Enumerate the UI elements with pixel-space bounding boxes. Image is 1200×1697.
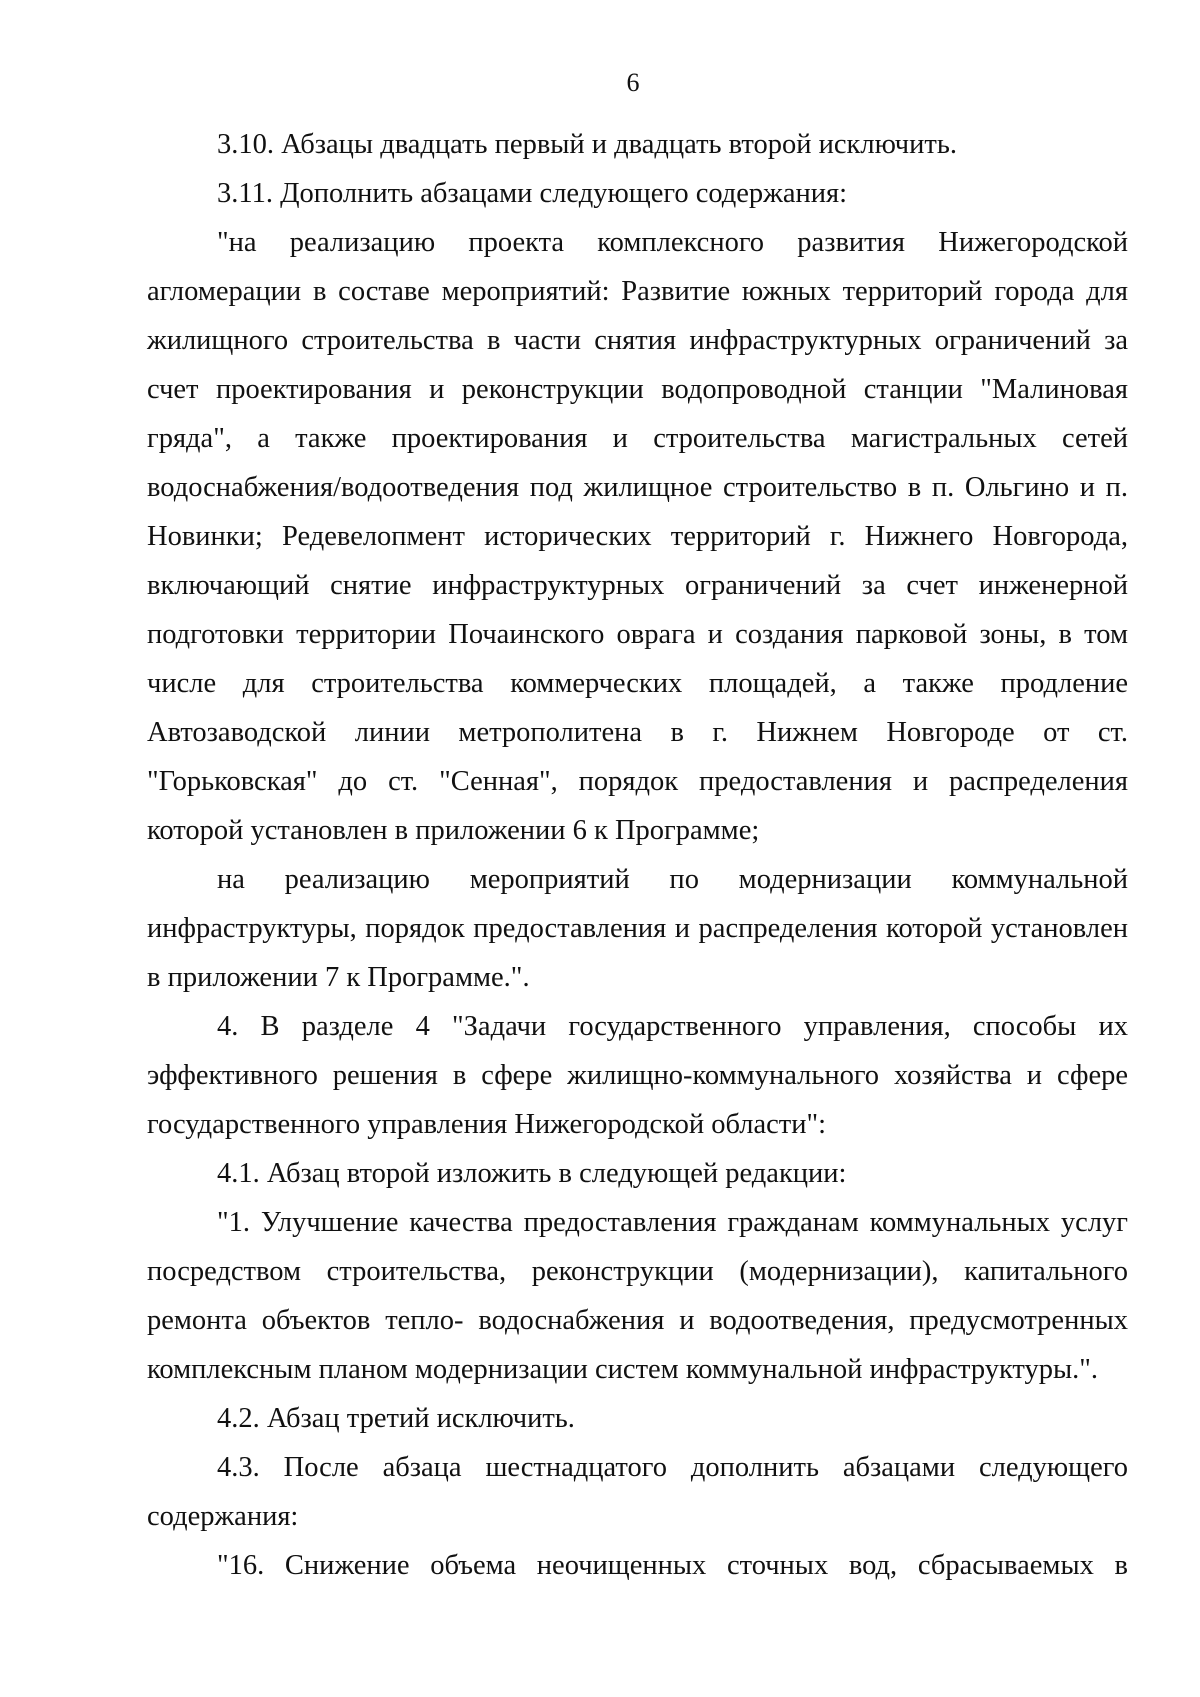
paragraph-4-2: 4.2. Абзац третий исключить. <box>217 1403 575 1434</box>
paragraph-quote-agglomeration: "на реализацию проекта комплексного развития Нижегородской агломерации в составе мероприятий: Развитие южных территорий города для жилищного строительства в части снятия инфраструктурных ограничений за счет проектирования и реконструкции водопроводной станции "Малиновая гряда", а также проектирования и строительства магистральных сетей водоснабжения/водоотведения под жилищное строительство в п. Ольгино и п. Новинки; Редевелопмент исторических территорий г. Нижнего Новгорода, включающий снятие инфраструктурных ограничений за счет инженерной подготовки территории Почаинского оврага и создания парковой зоны, в том числе для строительства коммерческих площадей, а также продление Автозаводской линии метрополитена в г. Нижнем Новгороде от ст. "Горьковская" до ст. "Сенная", порядок предоставления и распределения которой установлен в приложении 6 к Программе; <box>147 227 1128 846</box>
page-number: 6 <box>626 68 640 97</box>
paragraph-3-10: 3.10. Абзацы двадцать первый и двадцать второй исключить. <box>217 129 957 160</box>
paragraph-3-11: 3.11. Дополнить абзацами следующего содержания: <box>217 178 848 209</box>
paragraph-4-3: 4.3. После абзаца шестнадцатого дополнить абзацами следующего содержания: <box>147 1452 1128 1532</box>
paragraph-quote-item-1: "1. Улучшение качества предоставления гражданам коммунальных услуг посредством строительства, реконструкции (модернизации), капитального ремонта объектов тепло- водоснабжения и водоотведения, предусмотренных комплексным планом модернизации систем коммунальной инфраструктуры.". <box>147 1207 1128 1385</box>
paragraph-quote-item-16: "16. Снижение объема неочищенных сточных вод, сбрасываемых в <box>217 1550 1128 1581</box>
document-body <box>147 120 1128 1590</box>
paragraph-quote-modernization: на реализацию мероприятий по модернизации коммунальной инфраструктуры, порядок предоставления и распределения которой установлен в приложении 7 к Программе.". <box>147 864 1128 993</box>
paragraph-4-1: 4.1. Абзац второй изложить в следующей редакции: <box>217 1158 847 1189</box>
paragraph-4: 4. В разделе 4 "Задачи государственного управления, способы их эффективного решения в сфере жилищно-коммунального хозяйства и сфере государственного управления Нижегородской области": <box>147 1011 1128 1140</box>
